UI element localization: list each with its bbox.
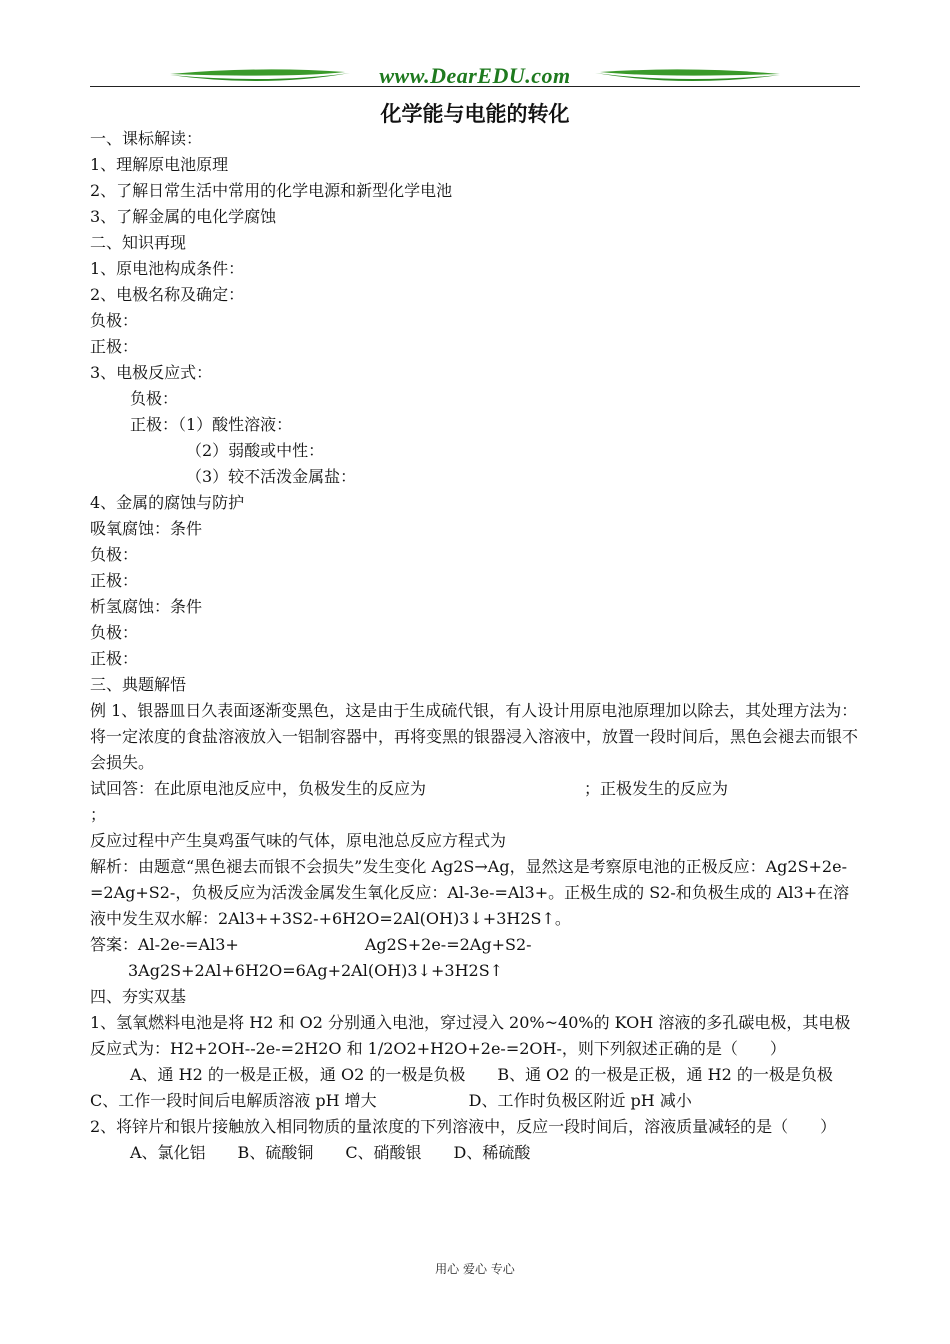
section-heading: 二、知识再现 [90,233,187,252]
section-heading: 三、典题解悟 [90,675,187,694]
text-line: 3、了解金属的电化学腐蚀 [90,207,277,226]
logo-text: www.DearEDU.com [379,63,571,88]
problem-options: A、通 H2 的一极是正极，通 O2 的一极是负极 B、通 O2 的一极是正极，通 H2 的一极是负极 [130,1065,833,1084]
document-body [90,126,860,1166]
question-line: 反应过程中产生臭鸡蛋气味的气体，原电池总反应方程式为 [90,831,507,850]
option-text: D、工作时负极区附近 pH 减小 [468,1091,692,1110]
answer-text: Ag2S+2e-=2Ag+S2- [364,935,532,954]
problem-options: A、氯化铝 B、硫酸铜 C、硝酸银 D、稀硫酸 [130,1143,531,1162]
answer-line [90,932,860,958]
question-text: 试回答：在此原电池反应中，负极发生的反应为 [90,779,427,798]
text-line: 吸氧腐蚀：条件 [90,519,203,538]
text-line: 正极： [90,649,139,668]
problem-paragraph: 1、氢氧燃料电池是将 H2 和 O2 分别通入电池，穿过浸入 20%~40%的 KOH 溶液的多孔碳电极，其电极反应式为：H2+2OH--2e-=2H2O 和 1/2O2+H2O+2e-=2OH-，则下列叙述正确的是（ ） [90,1013,851,1058]
question-line [90,776,860,802]
analysis-paragraph: =2Ag+S2-，负极反应为活泼金属发生氧化反应：Al-3e-=Al3+。正极生成的 S2-和负极生成的 Al3+在溶液中发生双水解：2Al3++3S2-+6H2O=2Al(OH)3↓+3H2S↑。 [90,883,850,928]
text-line: 负极： [90,311,139,330]
text-line: 负极： [90,545,139,564]
page-title: 化学能与电能的转化 [380,102,570,126]
header-logo [170,62,780,92]
text-line: 1、原电池构成条件： [90,259,245,278]
text-line: 1、理解原电池原理 [90,155,229,174]
answer-text: 答案：Al-2e-=Al3+ [90,935,239,954]
text-line: 2、电极名称及确定： [90,285,245,304]
section-heading: 四、夯实双基 [90,987,187,1006]
problem-paragraph: 2、将锌片和银片接触放入相同物质的量浓度的下列溶液中，反应一段时间后，溶液质量减轻的是（ ） [90,1117,837,1136]
text-line: 正极： [90,571,139,590]
text-line: （2）弱酸或中性： [186,441,325,460]
problem-options [90,1088,860,1114]
text-line: 负极： [130,389,179,408]
answer-line: 3Ag2S+2Al+6H2O=6Ag+2Al(OH)3↓+3H2S↑ [128,961,504,980]
text-line: 析氢腐蚀：条件 [90,597,203,616]
analysis-paragraph: 解析：由题意“黑色褪去而银不会损失”发生变化 Ag2S→Ag，显然这是考察原电池的正极反应：Ag2S+2e- [90,857,847,876]
text-line: 正极： [90,337,139,356]
text-line: 4、金属的腐蚀与防护 [90,493,245,512]
page-footer: 用心 爱心 专心 [435,1262,515,1276]
text-line: 2、了解日常生活中常用的化学电源和新型化学电池 [90,181,453,200]
text-line: 负极： [90,623,139,642]
section-heading: 一、课标解读： [90,129,203,148]
text-line: （3）较不活泼金属盐： [186,467,357,486]
question-text: ；正极发生的反应为 [584,779,729,798]
text-line: 3、电极反应式： [90,363,213,382]
question-line: ； [90,805,107,824]
option-text: C、工作一段时间后电解质溶液 pH 增大 [90,1091,377,1110]
text-line: 正极：（1）酸性溶液： [130,415,293,434]
example-paragraph: 例 1、银器皿日久表面逐渐变黑色，这是由于生成硫代银，有人设计用原电池原理加以除去，其处理方法为：将一定浓度的食盐溶液放入一铝制容器中，再将变黑的银器浸入溶液中，放置一段时间后，黑色会褪去而银不会损失。 [90,701,859,772]
header-rule [90,86,860,87]
